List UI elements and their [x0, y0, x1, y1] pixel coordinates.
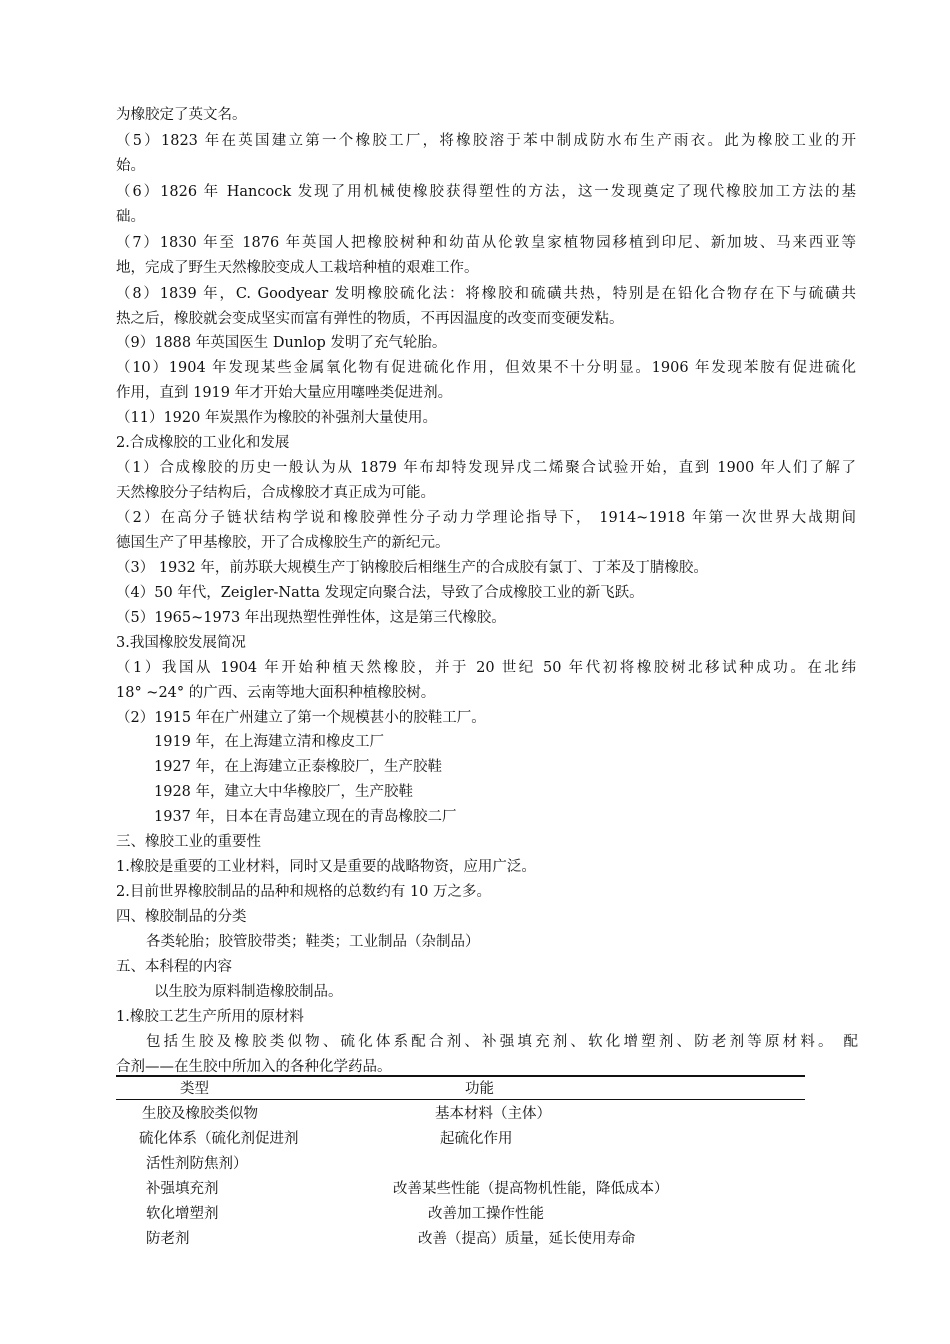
- text-line: （8）1839 年，C. Goodyear 发明橡胶硫化法：将橡胶和硫磺共热，特别是在铅化合物存在下与硫磺共: [116, 286, 856, 302]
- text-line: 作用，直到 1919 年才开始大量应用噻唑类促进剂。: [116, 385, 453, 401]
- table-header-type: 类型: [180, 1081, 209, 1097]
- text-line: （1）合成橡胶的历史一般认为从 1879 年布却特发现异戊二烯聚合试验开始，直到 1900 年人们了解了: [116, 460, 856, 476]
- table-top-rule: [116, 1075, 805, 1077]
- table-cell-type: 补强填充剂: [146, 1181, 219, 1197]
- text-line: （2）在高分子链状结构学说和橡胶弹性分子动力学理论指导下， 1914~1918 年第一次世界大战期间: [116, 510, 856, 526]
- text-line: 18° ~24° 的广西、云南等地大面积种植橡胶树。: [116, 685, 436, 701]
- section-heading: 2.合成橡胶的工业化和发展: [116, 435, 290, 451]
- text-line: 包括生胶及橡胶类似物、硫化体系配合剂、补强填充剂、软化增塑剂、防老剂等原材料。 配: [146, 1034, 858, 1050]
- text-line: 德国生产了甲基橡胶，开了合成橡胶生产的新纪元。: [116, 535, 450, 551]
- text-line: 2.目前世界橡胶制品的品种和规格的总数约有 10 万之多。: [116, 884, 492, 900]
- text-line: （11）1920 年炭黑作为橡胶的补强剂大量使用。: [116, 410, 437, 426]
- text-line: 始。: [116, 158, 145, 174]
- text-line: （10）1904 年发现某些金属氧化物有促进硫化作用，但效果不十分明显。1906 年发现苯胺有促进硫化: [116, 360, 856, 376]
- text-line: （9）1888 年英国医生 Dunlop 发明了充气轮胎。: [116, 335, 447, 351]
- text-line: 地，完成了野生天然橡胶变成人工栽培种植的艰难工作。: [116, 260, 479, 276]
- text-line: （5）1965~1973 年出现热塑性弹性体，这是第三代橡胶。: [116, 610, 506, 626]
- table-header-function: 功能: [465, 1081, 494, 1097]
- table-cell-function: 基本材料（主体）: [435, 1106, 551, 1122]
- table-header-rule: [116, 1099, 805, 1100]
- table-cell-function: 改善某些性能（提高物机性能，降低成本）: [393, 1181, 669, 1197]
- text-line: 各类轮胎；胶管胶带类；鞋类；工业制品（杂制品）: [146, 934, 480, 950]
- text-line: 合剂——在生胶中所加入的各种化学药品。: [116, 1059, 392, 1075]
- table-cell-function: 起硫化作用: [440, 1131, 513, 1147]
- text-line: （3） 1932 年，前苏联大规模生产丁钠橡胶后相继生产的合成胶有氯丁、丁苯及丁腈橡胶。: [116, 560, 708, 576]
- text-line: （1）我国从 1904 年开始种植天然橡胶，并于 20 世纪 50 年代初将橡胶树北移试种成功。在北纬: [116, 660, 856, 676]
- text-line: 1937 年，日本在青岛建立现在的青岛橡胶二厂: [154, 809, 457, 825]
- text-line: （2）1915 年在广州建立了第一个规模甚小的胶鞋工厂。: [116, 710, 486, 726]
- table-cell-type: 硫化体系（硫化剂促进剂: [139, 1131, 299, 1147]
- table-cell-type: 防老剂: [146, 1231, 190, 1247]
- text-line: 天然橡胶分子结构后，合成橡胶才真正成为可能。: [116, 485, 435, 501]
- text-line: 热之后，橡胶就会变成坚实而富有弹性的物质，不再因温度的改变而变硬发粘。: [116, 311, 624, 327]
- section-heading: 五、本科程的内容: [116, 959, 232, 975]
- text-line: （6）1826 年 Hancock 发现了用机械使橡胶获得塑性的方法，这一发现奠定了现代橡胶加工方法的基: [116, 184, 856, 200]
- text-line: 1928 年，建立大中华橡胶厂，生产胶鞋: [154, 784, 414, 800]
- section-heading: 1.橡胶工艺生产所用的原材料: [116, 1009, 304, 1025]
- text-line: 以生胶为原料制造橡胶制品。: [154, 984, 343, 1000]
- section-heading: 四、橡胶制品的分类: [116, 909, 247, 925]
- text-line: 1927 年，在上海建立正泰橡胶厂，生产胶鞋: [154, 759, 443, 775]
- text-line: （5）1823 年在英国建立第一个橡胶工厂，将橡胶溶于苯中制成防水布生产雨衣。此为橡胶工业的开: [116, 133, 856, 149]
- text-line: 1.橡胶是重要的工业材料，同时又是重要的战略物资，应用广泛。: [116, 859, 536, 875]
- text-line: （7）1830 年至 1876 年英国人把橡胶树种和幼苗从伦敦皇家植物园移植到印尼、新加坡、马来西亚等: [116, 235, 856, 251]
- section-heading: 三、橡胶工业的重要性: [116, 834, 261, 850]
- section-heading: 3.我国橡胶发展简况: [116, 635, 246, 651]
- text-line: 础。: [116, 209, 145, 225]
- text-line: 1919 年，在上海建立清和橡皮工厂: [154, 734, 385, 750]
- table-cell-type: 软化增塑剂: [146, 1206, 219, 1222]
- table-cell-function: 改善加工操作性能: [428, 1206, 544, 1222]
- text-line: （4）50 年代，Zeigler-Natta 发现定向聚合法，导致了合成橡胶工业的新飞跃。: [116, 585, 644, 601]
- table-cell-function: 改善（提高）质量，延长使用寿命: [418, 1231, 636, 1247]
- table-cell-type: 生胶及橡胶类似物: [142, 1106, 258, 1122]
- text-line: 为橡胶定了英文名。: [116, 107, 247, 123]
- table-cell-type: 活性剂防焦剂）: [146, 1156, 248, 1172]
